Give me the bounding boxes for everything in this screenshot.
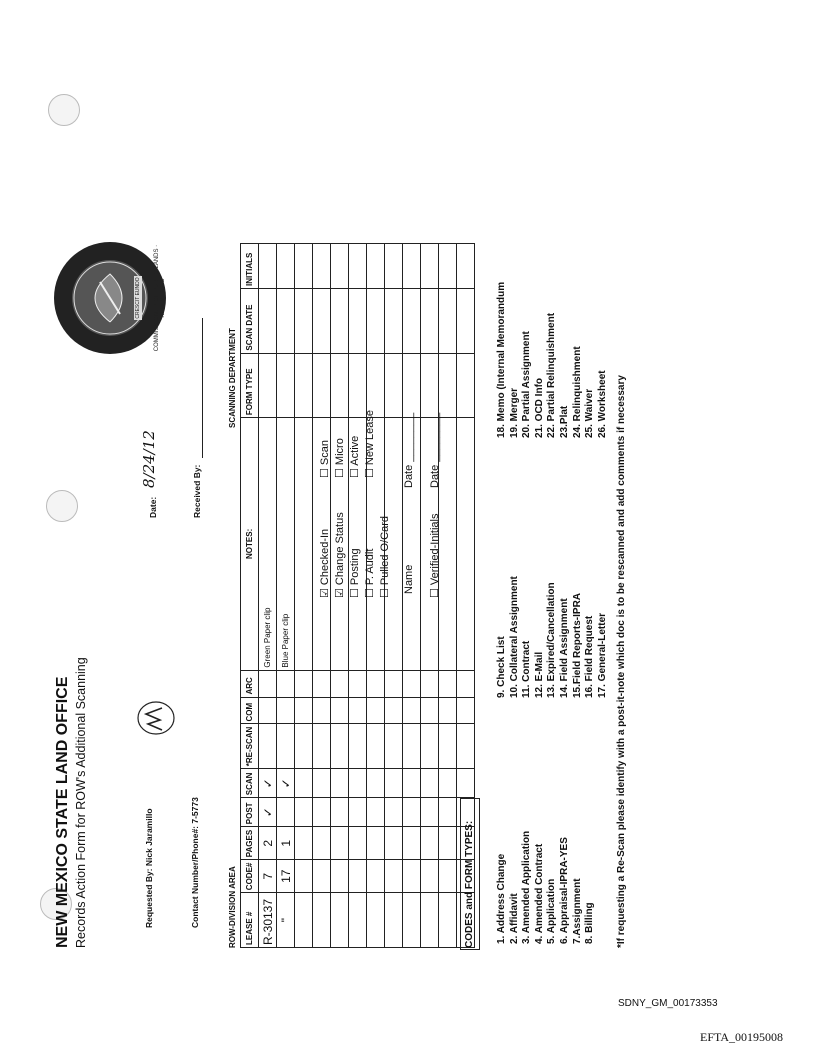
date-value: 8/24/12	[140, 430, 158, 488]
cell-code: 17	[277, 860, 295, 893]
stamp-pulled-ocard: ☐ Pulled O/Card	[379, 515, 391, 598]
stamp-verified: ☐ Verified-Initials	[429, 513, 441, 598]
cell-lease: "	[277, 893, 295, 948]
codes-col-2	[496, 576, 609, 698]
cell-notes: Green Paper clip	[259, 418, 277, 670]
stamp-date1: Date ________	[403, 412, 415, 488]
row-division-label: ROW-DIVISION AREA	[228, 866, 237, 948]
code-item: 22. Partial Relinquishment	[546, 312, 558, 438]
cell-scan-date	[259, 289, 277, 354]
cell-arc	[277, 670, 295, 697]
punch-hole-top	[48, 94, 80, 126]
date-label: Date:	[148, 496, 158, 518]
col-com: COM	[241, 697, 259, 724]
code-item: 10. Collateral Assignment	[508, 576, 520, 698]
code-item: 21. OCD Info	[533, 377, 545, 438]
stamp-date2: Date ________	[429, 412, 441, 488]
code-item: 4. Amended Contract	[533, 843, 545, 944]
code-item: 8. Billing	[584, 902, 596, 944]
cell-scan: ✓	[259, 769, 277, 798]
received-by-line	[202, 318, 203, 458]
code-item: 3. Amended Application	[521, 830, 533, 944]
stamp-name: Name	[403, 564, 415, 594]
seal-text: COMMISSIONER OF PUBLIC LANDS · NEW MEXICO	[154, 244, 166, 352]
form-title: NEW MEXICO STATE LAND OFFICE	[54, 676, 71, 948]
contact-number: Contact Number/Phone#: 7-5773	[190, 797, 200, 928]
cell-initials	[259, 244, 277, 289]
col-form-type: FORM TYPE	[241, 353, 259, 418]
cell-post: ✓	[259, 798, 277, 827]
code-item: 6. Appraisal-IPRA-YES	[558, 837, 570, 944]
state-seal	[50, 238, 175, 358]
rescan-footnote: *If requesting a Re-Scan please identify with a post-it-note which doc is to be rescanned and add comments if necessary	[616, 375, 627, 948]
received-by-label: Received By:	[192, 464, 202, 518]
codes-title: CODES and FORM TYPES:	[464, 820, 475, 948]
cell-form-type	[277, 353, 295, 418]
cell-code: 7	[259, 860, 277, 893]
cell-lease: R-30137	[259, 893, 277, 948]
table-row	[277, 244, 295, 948]
col-lease: LEASE #	[241, 893, 259, 948]
code-item: 12. E-Mail	[533, 651, 545, 698]
sdny-bates: SDNY_GM_00173353	[618, 998, 718, 1009]
cell-initials	[277, 244, 295, 289]
cell-com	[259, 697, 277, 724]
code-item: 7.Assignment	[571, 878, 583, 944]
form-subtitle: Records Action Form for ROW's Additional Scanning	[74, 657, 88, 948]
code-item: 20. Partial Assignment	[521, 331, 533, 438]
codes-col-3	[496, 282, 609, 438]
col-arc: ARC	[241, 670, 259, 697]
stamp-checked-in: ☑ Checked-In	[319, 528, 331, 598]
efta-bates: EFTA_00195008	[700, 1030, 784, 1044]
col-code: CODE#	[241, 860, 259, 893]
stamp-scan: ☐ Scan	[319, 440, 331, 478]
stamp-active: ☐ Active	[349, 435, 361, 478]
table-header-row	[241, 244, 259, 948]
code-item: 13. Expired/Cancellation	[546, 582, 558, 698]
cell-notes: Blue Paper clip	[277, 418, 295, 670]
cell-pages: 2	[259, 827, 277, 860]
code-item: 1. Address Change	[496, 853, 507, 944]
code-item: 14. Field Assignment	[558, 598, 570, 698]
cell-form-type	[259, 353, 277, 418]
col-notes: NOTES:	[241, 418, 259, 670]
code-item: 19. Merger	[508, 387, 520, 438]
code-item: 11. Contract	[521, 640, 533, 698]
stamp-new-lease: ☐ New Lease	[364, 410, 376, 478]
code-item: 25. Waiver	[584, 388, 596, 438]
cell-rescan	[259, 724, 277, 769]
cell-com	[277, 697, 295, 724]
requester-signature	[136, 698, 182, 738]
code-item: 9. Check List	[496, 636, 507, 698]
code-item: 18. Memo (Internal Memorandum	[496, 281, 507, 438]
cell-scan-date	[277, 289, 295, 354]
code-item: 26. Worksheet	[596, 370, 608, 438]
records-action-form	[40, 238, 816, 958]
cell-post	[277, 798, 295, 827]
cell-rescan	[277, 724, 295, 769]
col-pages: PAGES	[241, 827, 259, 860]
col-scan: SCAN	[241, 769, 259, 798]
codes-col-1	[496, 831, 597, 944]
code-item: 17. General-Letter	[596, 612, 608, 698]
col-scan-date: SCAN DATE	[241, 289, 259, 354]
stamp-posting: ☐ Posting	[349, 548, 361, 598]
code-item: 15.Field Reports-IPRA	[571, 592, 583, 698]
code-item: 16. Field Request	[584, 615, 596, 698]
code-item: 5. Application	[546, 878, 558, 944]
table-row	[259, 244, 277, 948]
scanning-dept-label: SCANNING DEPARTMENT	[228, 328, 237, 428]
col-initials: INITIALS	[241, 244, 259, 289]
cell-arc	[259, 670, 277, 697]
processing-stamp	[302, 378, 462, 638]
stamp-change-status: ☑ Change Status	[334, 512, 346, 598]
requested-by: Requested By: Nick Jaramillo	[144, 808, 154, 928]
signature-mark	[136, 698, 176, 738]
cell-pages: 1	[277, 827, 295, 860]
codes-title-box	[460, 798, 480, 950]
stamp-p-audit: ☐ P. Audit	[364, 548, 376, 598]
code-item: 23.Plat	[558, 405, 570, 438]
seal-banner: CRESCIT EUNDO	[135, 277, 141, 319]
cell-scan: ✓	[277, 769, 295, 798]
col-rescan: *RE-SCAN	[241, 724, 259, 769]
code-item: 24. Relinquishment	[571, 346, 583, 438]
code-item: 2. Affidavit	[508, 893, 520, 944]
stamp-micro: ☐ Micro	[334, 438, 346, 478]
col-post: POST	[241, 798, 259, 827]
